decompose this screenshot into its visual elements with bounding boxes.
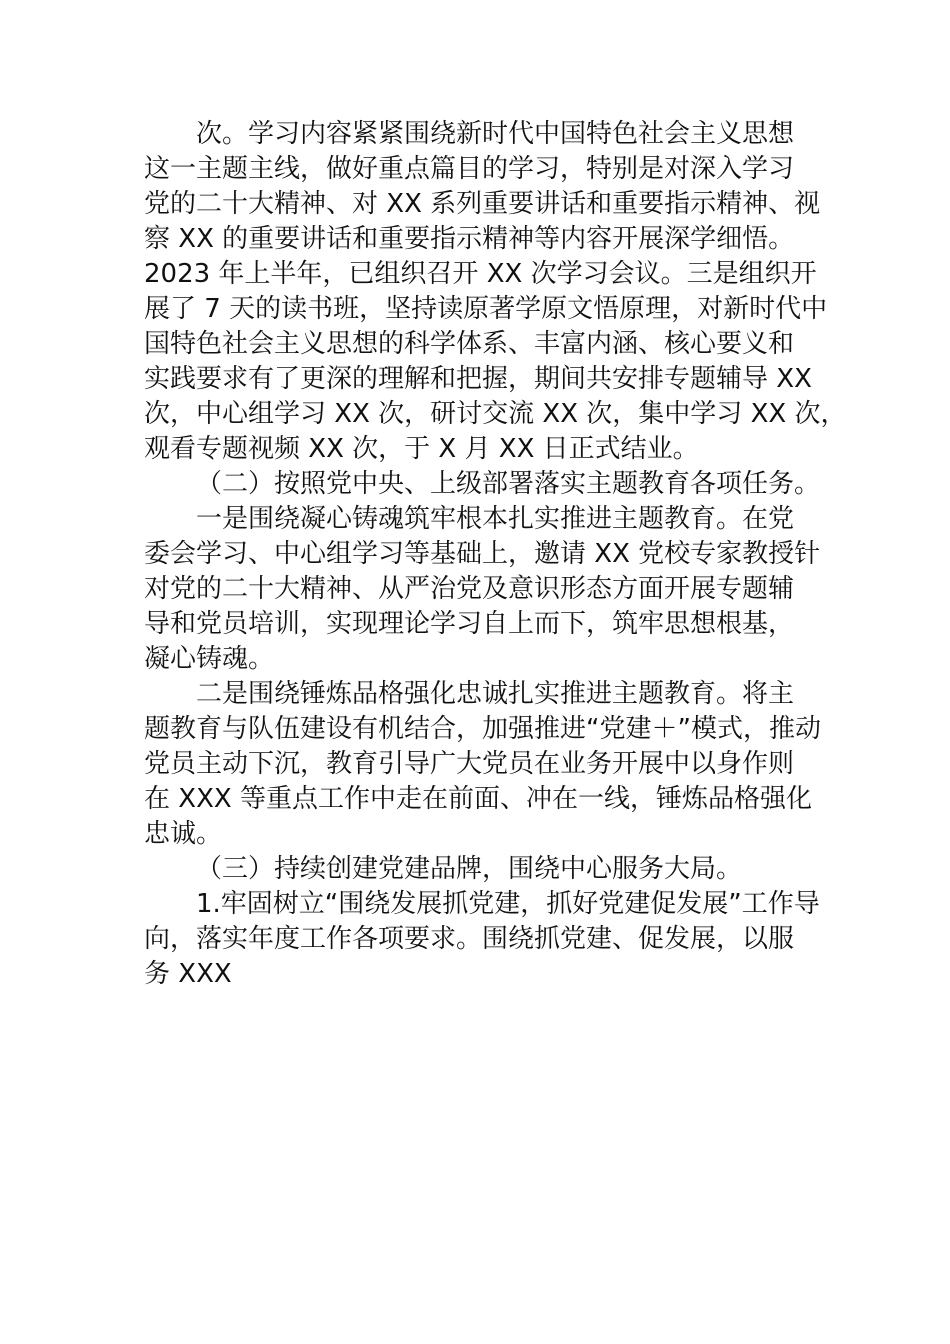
text-line: 察 XX 的重要讲话和重要指示精神等内容开展深学细悟。 [144, 224, 795, 254]
document-body [144, 117, 847, 992]
text-line: 观看专题视频 XX 次，于 X 月 XX 日正式结业。 [144, 434, 699, 464]
text-line: 次，中心组学习 XX 次，研讨交流 XX 次，集中学习 XX 次， [144, 399, 847, 429]
text-line: 对党的二十大精神、从严治党及意识形态方面开展专题辅 [144, 574, 795, 604]
text-line: 务 XXX [144, 959, 232, 989]
text-line: 国特色社会主义思想的科学体系、丰富内涵、核心要义和 [144, 329, 795, 359]
text-line: 忠诚。 [144, 819, 223, 849]
text-line: 题教育与队伍建设有机结合，加强推进“党建＋”模式，推动 [144, 714, 821, 744]
text-line: 次。学习内容紧紧围绕新时代中国特色社会主义思想 [196, 119, 795, 149]
text-line: 党的二十大精神、对 XX 系列重要讲话和重要指示精神、视 [144, 189, 821, 219]
text-line: 1.牢固树立“围绕发展抓党建，抓好党建促发展”工作导 [196, 889, 820, 919]
text-line: 导和党员培训，实现理论学习自上而下，筑牢思想根基， [144, 609, 795, 639]
text-line: 展了 7 天的读书班，坚持读原著学原文悟原理，对新时代中 [144, 294, 828, 324]
text-line: 委会学习、中心组学习等基础上，邀请 XX 党校专家教授针 [144, 539, 821, 569]
section-heading-2: （二）按照党中央、上级部署落实主题教育各项任务。 [196, 469, 821, 499]
text-line: 这一主题主线，做好重点篇目的学习，特别是对深入学习 [144, 154, 795, 184]
text-line: 在 XXX 等重点工作中走在前面、冲在一线，锤炼品格强化 [144, 784, 812, 814]
text-line: 一是围绕凝心铸魂筑牢根本扎实推进主题教育。在党 [196, 504, 795, 534]
text-line: 二是围绕锤炼品格强化忠诚扎实推进主题教育。将主 [196, 679, 795, 709]
text-line: 2023 年上半年，已组织召开 XX 次学习会议。三是组织开 [144, 259, 817, 289]
text-line: 实践要求有了更深的理解和把握，期间共安排专题辅导 XX [144, 364, 812, 394]
text-line: 凝心铸魂。 [144, 644, 275, 674]
section-heading-3: （三）持续创建党建品牌，围绕中心服务大局。 [196, 854, 743, 884]
text-line: 党员主动下沉，教育引导广大党员在业务开展中以身作则 [144, 749, 795, 779]
text-line: 向，落实年度工作各项要求。围绕抓党建、促发展，以服 [144, 924, 795, 954]
